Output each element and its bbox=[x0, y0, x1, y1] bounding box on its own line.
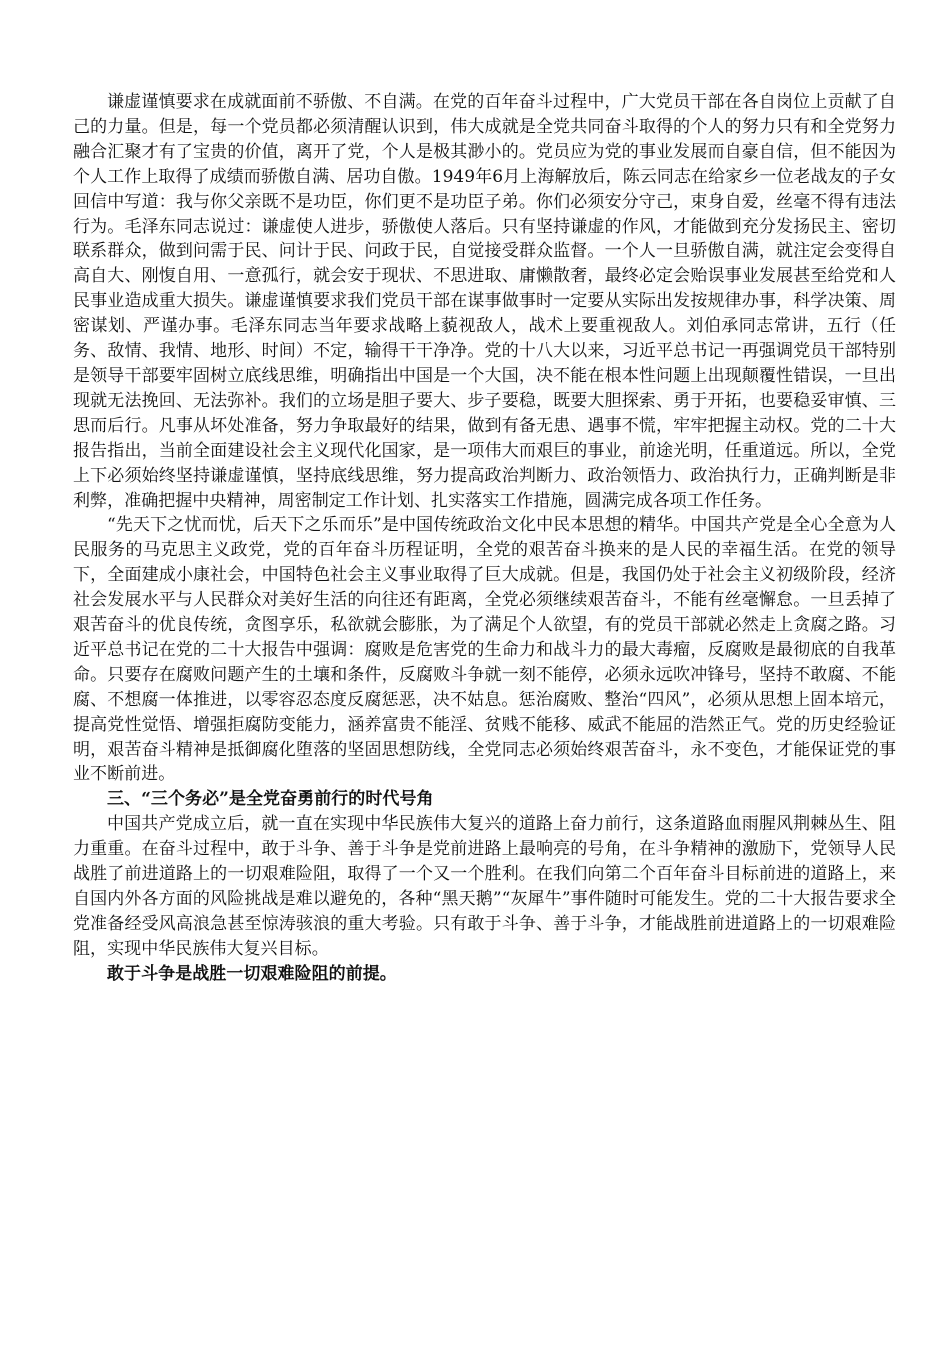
paragraph-humility: 谦虚谨慎要求在成就面前不骄傲、不自满。在党的百年奋斗过程中，广大党员干部在各自岗位上贡献了自己的力量。但是，每一个党员都必须清醒认识到，伟大成就是全党共同奋斗取得的个人的努力只有和全党努力融合汇聚才有了宝贵的价值，离开了党，个人是极其渺小的。党员应为党的事业发展而自豪自信，但不能因为个人工作上取得了成绩而骄傲自满、居功自傲。1949年6月上海解放后，陈云同志在给家乡一位老战友的子女回信中写道：我与你父亲既不是功臣，你们更不是功臣子弟。你们必须安分守己，束身自爱，丝毫不得有违法行为。毛泽东同志说过：谦虚使人进步，骄傲使人落后。只有坚持谦虚的作风，才能做到充分发扬民主、密切联系群众，做到问需于民、问计于民、问政于民，自觉接受群众监督。一个人一旦骄傲自满，就注定会变得自高自大、刚愎自用、一意孤行，就会安于现状、不思进取、庸懒散奢，最终必定会贻误事业发展甚至给党和人民事业造成重大损失。谦虚谨慎要求我们党员干部在谋事做事时一定要从实际出发按规律办事，科学决策、周密谋划、严谨办事。毛泽东同志当年要求战略上藐视敌人，战术上要重视敌人。刘伯承同志常讲，五行（任务、敌情、我情、地形、时间）不定，输得干干净净。党的十八大以来，习近平总书记一再强调党员干部特别是领导干部要牢固树立底线思维，明确指出中国是一个大国，决不能在根本性问题上出现颠覆性错误，一旦出现就无法挽回、无法弥补。我们的立场是胆子要大、步子要稳，既要大胆探索、勇于开拓，也要稳妥审慎、三思而后行。凡事从坏处准备，努力争取最好的结果，做到有备无患、遇事不慌，牢牢把握主动权。党的二十大报告指出，当前全面建设社会主义现代化国家，是一项伟大而艰巨的事业，前途光明，任重道远。所以，全党上下必须始终坚持谦虚谨慎，坚持底线思维，努力提高政治判断力、政治领悟力、政治执行力，正确判断是非利弊，准确把握中央精神，周密制定工作计划、扎实落实工作措施，圆满完成各项工作任务。 bbox=[73, 92, 896, 511]
bold-statement: 敢于斗争是战胜一切艰难险阻的前提。 bbox=[107, 963, 397, 984]
document-body bbox=[73, 90, 896, 987]
paragraph-hard-struggle: “先天下之忧而忧，后天下之乐而乐”是中国传统政治文化中民本思想的精华。中国共产党是全心全意为人民服务的马克思主义政党，党的百年奋斗历程证明，全党的艰苦奋斗换来的是人民的幸福生活。在党的领导下，全面建成小康社会，中国特色社会主义事业取得了巨大成就。但是，我国仍处于社会主义初级阶段，经济社会发展水平与人民群众对美好生活的向往还有距离，全党必须继续艰苦奋斗，不能有丝毫懈怠。一旦丢掉了艰苦奋斗的优良传统，贪图享乐，私欲就会膨胀，为了满足个人欲望，有的党员干部就必然走上贪腐之路。习近平总书记在党的二十大报告中强调：腐败是危害党的生命力和战斗力的最大毒瘤，反腐败是最彻底的自我革命。只要存在腐败问题产生的土壤和条件，反腐败斗争就一刻不能停，必须永远吹冲锋号，坚持不敢腐、不能腐、不想腐一体推进，以零容忍态度反腐惩恶，决不姑息。惩治腐败、整治“四风”，必须从思想上固本培元，提高党性觉悟、增强拒腐防变能力，涵养富贵不能淫、贫贱不能移、威武不能屈的浩然正气。党的历史经验证明，艰苦奋斗精神是抵御腐化堕落的坚固思想防线，全党同志必须始终艰苦奋斗，永不变色，才能保证党的事业不断前进。 bbox=[73, 515, 896, 785]
section-heading: 三、“三个务必”是全党奋勇前行的时代号角 bbox=[107, 789, 434, 810]
paragraph-struggle-spirit: 中国共产党成立后，就一直在实现中华民族伟大复兴的道路上奋力前行，这条道路血雨腥风荆棘丛生、阻力重重。在奋斗过程中，敢于斗争、善于斗争是党前进路上最响亮的号角，在斗争精神的激励下，党领导人民战胜了前进道路上的一切艰难险阻，取得了一个又一个胜利。在我们向第二个百年奋斗目标前进的道路上，来自国内外各方面的风险挑战是难以避免的，各种“黑天鹅”“灰犀牛”事件随时可能发生。党的二十大报告要求全党准备经受风高浪急甚至惊涛骇浪的重大考验。只有敢于斗争、善于斗争，才能战胜前进道路上的一切艰难险阻，实现中华民族伟大复兴目标。 bbox=[73, 814, 896, 959]
